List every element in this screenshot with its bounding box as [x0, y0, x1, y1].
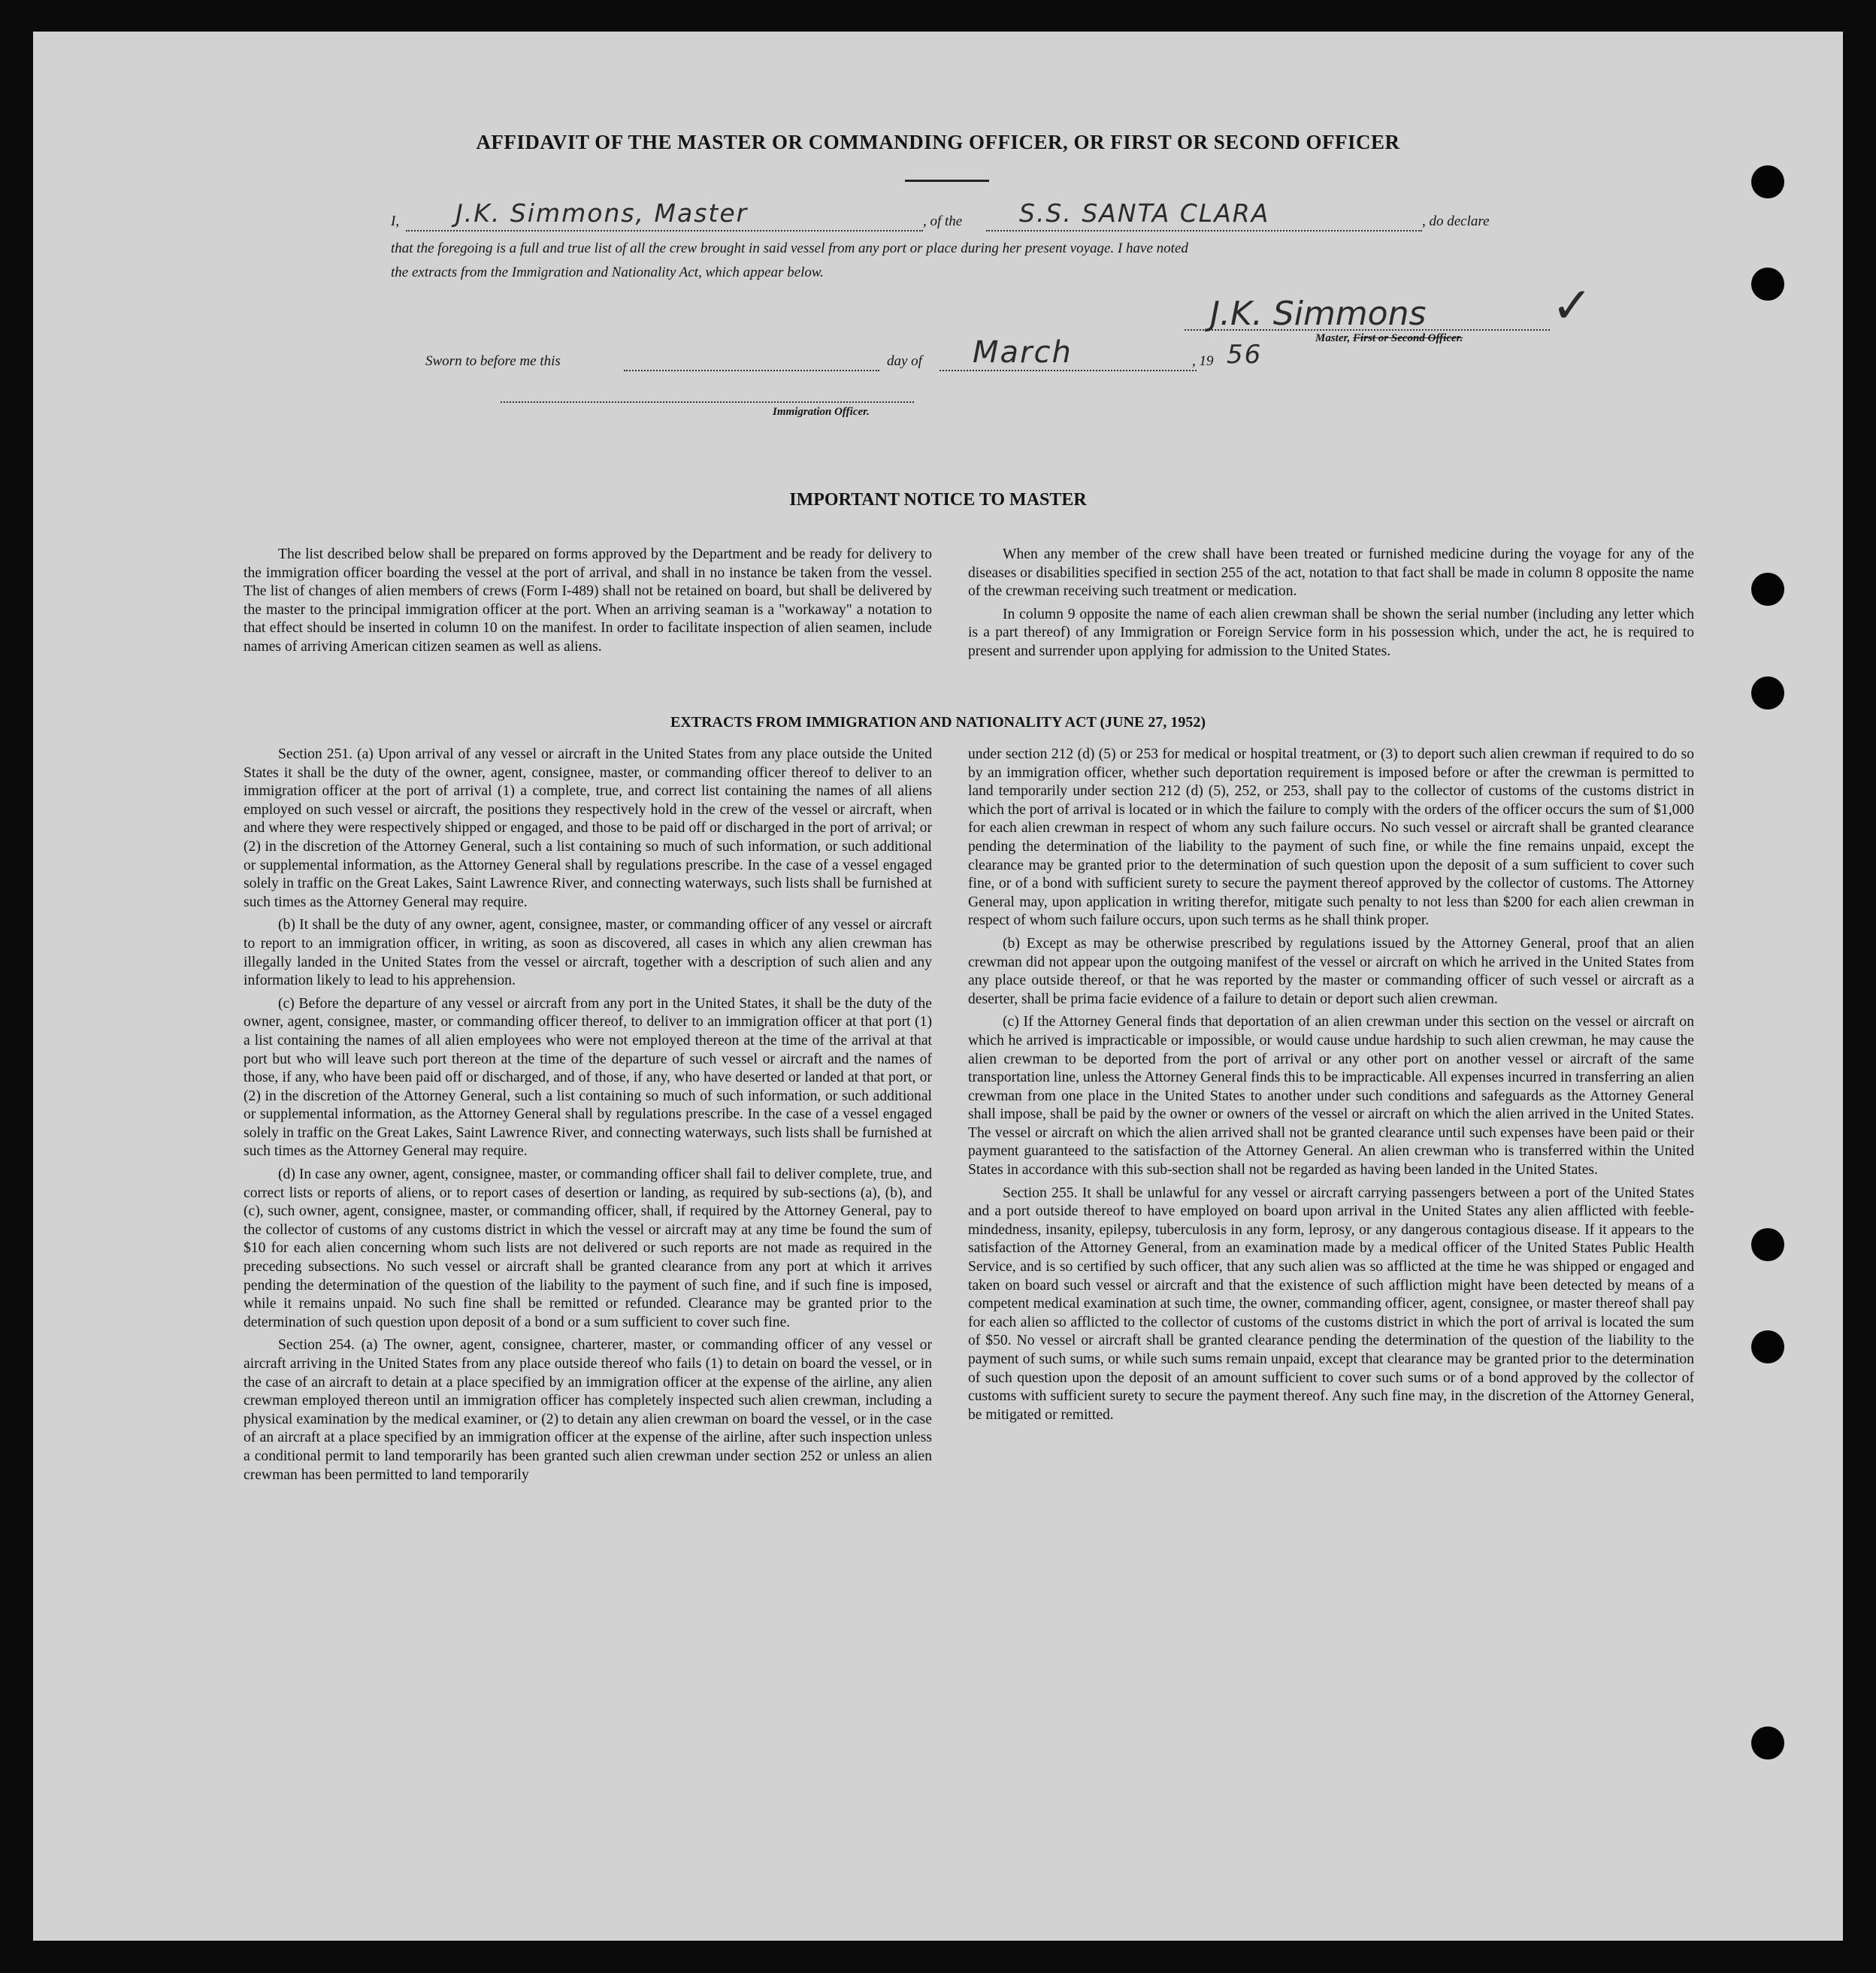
year-handwriting: 56	[1227, 340, 1263, 370]
binder-hole	[1751, 268, 1784, 301]
extracts-right-column	[968, 746, 1694, 1429]
notice-left-column	[244, 546, 932, 661]
notice-right-paragraph-1: When any member of the crew shall have been treated or furnished medicine during the voyage for any of the diseases or disabilities specified in section 255 of the act, notation to that fact shall be made in column 8 opposite the name of the crewman receiving such treatment or medication.	[968, 546, 1694, 600]
immigration-officer-line	[501, 401, 914, 403]
vessel-line	[986, 230, 1422, 231]
affidavit-line-2: that the foregoing is a full and true list of all the crew brought in said vessel from any port or place during her present voyage. I have noted	[391, 241, 1188, 256]
master-caption-prefix: Master,	[1315, 332, 1354, 344]
year-prefix: , 19	[1192, 353, 1214, 369]
declarant-line	[406, 230, 923, 231]
section-251-c: (c) Before the departure of any vessel or aircraft from any port in the United States, it shall be the duty of the owner, agent, consignee, master, or commanding officer thereof, to deliver to an immigration officer at that port (1) a list containing the names of all alien employees who were not employed thereon at the time of the arrival at that port but who will leave such port thereon at the time of the departure of such vessel or aircraft and the names of those, if any, who have been paid off or discharged, and of those, if any, who have deserted or landed at that port, or (2) in the discretion of the Attorney General, such a list containing so much of such information, or such additional or supplemental information, as the Attorney General shall by regulations prescribe. In the case of a vessel engaged solely in traffic on the Great Lakes, Saint Lawrence River, and connecting waterways, such lists shall be furnished at such times as the Attorney General may require.	[244, 995, 932, 1160]
section-254-a-continued: under section 212 (d) (5) or 253 for medical or hospital treatment, or (3) to deport such alien crewman if required to do so by an immigration officer, whether such deportation requirement is imposed before or after the crewman is permitted to land temporarily under section 212 (d) (5), 252, or 253, shall pay to the collector of customs of the customs district in which the port of arrival is located or in which the failure to comply with the orders of the officer occurs the sum of $1,000 for each alien crewman in respect of whom any such failure occurs. No such vessel or aircraft shall be granted clearance pending the determination of the liability to the payment of such fine, or while the fine remains unpaid, except the clearance may be granted prior to the determination of such question upon the deposit of a sum sufficient to cover such fine, or of a bond with sufficient surety to secure the payment thereof approved by the collector of customs. The Attorney General may, upon application in writing therefor, mitigate such penalty to not less than $200 for each alien crewman in respect of whom such failure occurs, upon such terms as he shall think proper.	[968, 746, 1694, 929]
sworn-label: Sworn to before me this	[425, 353, 561, 369]
section-254-a: Section 254. (a) The owner, agent, consignee, charterer, master, or commanding officer of any vessel or aircraft arriving in the United States from any place outside thereof who fails (1) to detain on board the vessel, or in the case of an aircraft to detain at a place specified by an immigration officer at the expense of the airline, any alien crewman employed thereon until an immigration officer has completely inspected such alien crewman, including a physical examination by the medical examiner, or (2) to detain any alien crewman on board the vessel, or in the case of an aircraft at a place specified by an immigration officer at the expense of the airline, after such inspection unless a conditional permit to land temporarily has been granted such alien crewman under section 252 or unless an alien crewman has been permitted to land temporarily	[244, 1337, 932, 1483]
declarant-handwriting: J.K. Simmons, Master	[455, 198, 749, 228]
vessel-handwriting: S.S. SANTA CLARA	[1019, 198, 1270, 228]
binder-hole	[1751, 165, 1784, 198]
master-caption	[1315, 332, 1463, 345]
binder-hole	[1751, 1330, 1784, 1363]
day-of-label: day of	[887, 353, 922, 369]
do-declare-label: , do declare	[1422, 213, 1490, 229]
sworn-day-line	[624, 370, 879, 371]
notice-right-column	[968, 546, 1694, 666]
section-251-d: (d) In case any owner, agent, consignee, master, or commanding officer shall fail to deliver complete, true, and correct lists or reports of aliens, or to report cases of desertion or landing, as required by sub-sections (a), (b), and (c), such owner, agent, consignee, master, or commanding officer, shall, if required by the Attorney General, pay to the collector of customs of any customs district in which the vessel or aircraft may at any time be found the sum of $10 for each alien concerning whom such lists are not delivered or such reports are not made as required in the preceding subsections. No such vessel or aircraft shall be granted clearance from any port at which it arrives pending the determination of the question of the liability to the payment of such fine, and if such fine is imposed, while it remains unpaid. No such fine shall be remitted or refunded. Clearance may be granted prior to the determination of such question upon deposit of a bond or a sum sufficient to cover such fine.	[244, 1167, 932, 1330]
immigration-officer-caption: Immigration Officer.	[773, 406, 870, 418]
binder-hole	[1751, 676, 1784, 710]
document-page	[33, 32, 1843, 1941]
binder-hole	[1751, 573, 1784, 606]
affidavit-title: AFFIDAVIT OF THE MASTER OR COMMANDING OFFICER, OR FIRST OR SECOND OFFICER	[476, 131, 1400, 153]
notice-left-paragraph: The list described below shall be prepared on forms approved by the Department and be ready for delivery to the immigration officer boarding the vessel at the port of arrival, and shall in no instance be taken from the vessel. The list of changes of alien members of crews (Form I-489) shall not be retained on board, but shall be delivered by the master to the principal immigration officer at the port. When an arriving seaman is a "workaway" a notation to that effect should be inserted in column 10 on the manifest. In order to facilitate inspection of alien seamen, include names of arriving American citizen seamen as well as aliens.	[244, 546, 932, 655]
affidavit-line-3: the extracts from the Immigration and Nationality Act, which appear below.	[391, 265, 824, 280]
master-signature: J.K. Simmons	[1210, 295, 1427, 333]
declarant-prefix: I,	[391, 213, 400, 229]
extracts-left-column	[244, 746, 932, 1489]
section-251-b: (b) It shall be the duty of any owner, agent, consignee, master, or commanding officer of any vessel or aircraft to report to an immigration officer, in writing, as soon as discovered, all cases in which any alien crewman has illegally landed in the United States from the vessel or aircraft, together with a description of such alien and any information likely to lead to his apprehension.	[244, 917, 932, 989]
title-rule	[905, 180, 989, 182]
section-254-c: (c) If the Attorney General finds that deportation of an alien crewman under this section on the vessel or aircraft on which he arrived is impracticable or impossible, or would cause undue hardship to such alien crewman, he may cause the alien crewman to be deported from the port of arrival or any other port on another vessel or aircraft of the same transportation line, unless the Attorney General finds this to be impracticable. All expenses incurred in transferring an alien crewman from one place in the United States to another under such conditions and safeguards as the Attorney General shall impose, shall be paid by the owner or owners of the vessel or aircraft on which the alien arrived in the United States. The vessel or aircraft on which the alien arrived shall not be granted clearance until such expenses have been paid or their payment guaranteed to the satisfaction of the Attorney General. An alien crewman who is transferred within the United States in accordance with this sub-section shall not be regarded as having been landed in the United States.	[968, 1014, 1694, 1179]
month-line	[940, 370, 1197, 371]
notice-title: IMPORTANT NOTICE TO MASTER	[789, 490, 1087, 510]
check-mark: ✓	[1551, 277, 1595, 334]
section-254-b: (b) Except as may be otherwise prescribed by regulations issued by the Attorney General, proof that an alien crewman did not appear upon the outgoing manifest of the vessel or aircraft on which he arrived in the United States from any place outside thereof, or that he was reported by the master or commanding officer of such vessel or aircraft as a deserter, shall be prima facie evidence of a failure to detain or deport such alien crewman.	[968, 935, 1694, 1007]
of-the-label: , of the	[923, 213, 963, 229]
notice-right-paragraph-2: In column 9 opposite the name of each alien crewman shall be shown the serial number (including any letter which is a part thereof) of any Immigration or Foreign Service form in his possession which, under the act, he is required to present and surrender upon applying for admission to the United States.	[968, 606, 1694, 659]
master-caption-struck: First or Second Officer.	[1353, 332, 1463, 344]
section-251-a: Section 251. (a) Upon arrival of any vessel or aircraft in the United States from any place outside the United States it shall be the duty of the owner, agent, consignee, master, or commanding officer thereof to deliver to an immigration officer at the port of arrival (1) a complete, true, and correct list containing the names of all aliens employed on such vessel or aircraft, the positions they respectively hold in the crew of the vessel or aircraft, when and where they were respectively shipped or engaged, and those to be paid off or discharged in the port of arrival; or (2) in the discretion of the Attorney General, such a list containing so much of such information, or such additional or supplemental information, as the Attorney General shall by regulations prescribe. In the case of a vessel engaged solely in traffic on the Great Lakes, Saint Lawrence River, and connecting waterways, such lists shall be furnished at such times as the Attorney General may require.	[244, 746, 932, 910]
binder-hole	[1751, 1228, 1784, 1261]
extracts-title: EXTRACTS FROM IMMIGRATION AND NATIONALITY ACT (JUNE 27, 1952)	[670, 714, 1206, 731]
month-handwriting: March	[973, 335, 1073, 370]
binder-hole	[1751, 1726, 1784, 1760]
section-255: Section 255. It shall be unlawful for any vessel or aircraft carrying passengers between a port of the United States and a port outside thereof to have employed on board upon arrival in the United States any alien afflicted with feeble-mindedness, insanity, epilepsy, tuberculosis in any form, leprosy, or any dangerous contagious disease. If it appears to the satisfaction of the Attorney General, from an examination made by a medical officer of the United States Public Health Service, and is so certified by such officer, that any such alien was so afflicted at the time he was shipped or engaged and taken on board such vessel or aircraft and that the existence of such affliction might have been detected by means of a competent medical examination at such time, the owner, commanding officer, agent, consignee, or master thereof shall pay for each alien so afflicted to the collector of customs of the customs district in which the port of arrival is located the sum of $50. No vessel or aircraft shall be granted clearance pending the determination of the question of the liability to the payment of such sums, or while such sums remain unpaid, except that clearance may be granted prior to the determination of such question upon the deposit of an amount sufficient to cover such sums or of a bond approved by the collector of customs with sufficient surety to secure the payment thereof. Any such fine may, in the discretion of the Attorney General, be mitigated or remitted.	[968, 1185, 1694, 1423]
